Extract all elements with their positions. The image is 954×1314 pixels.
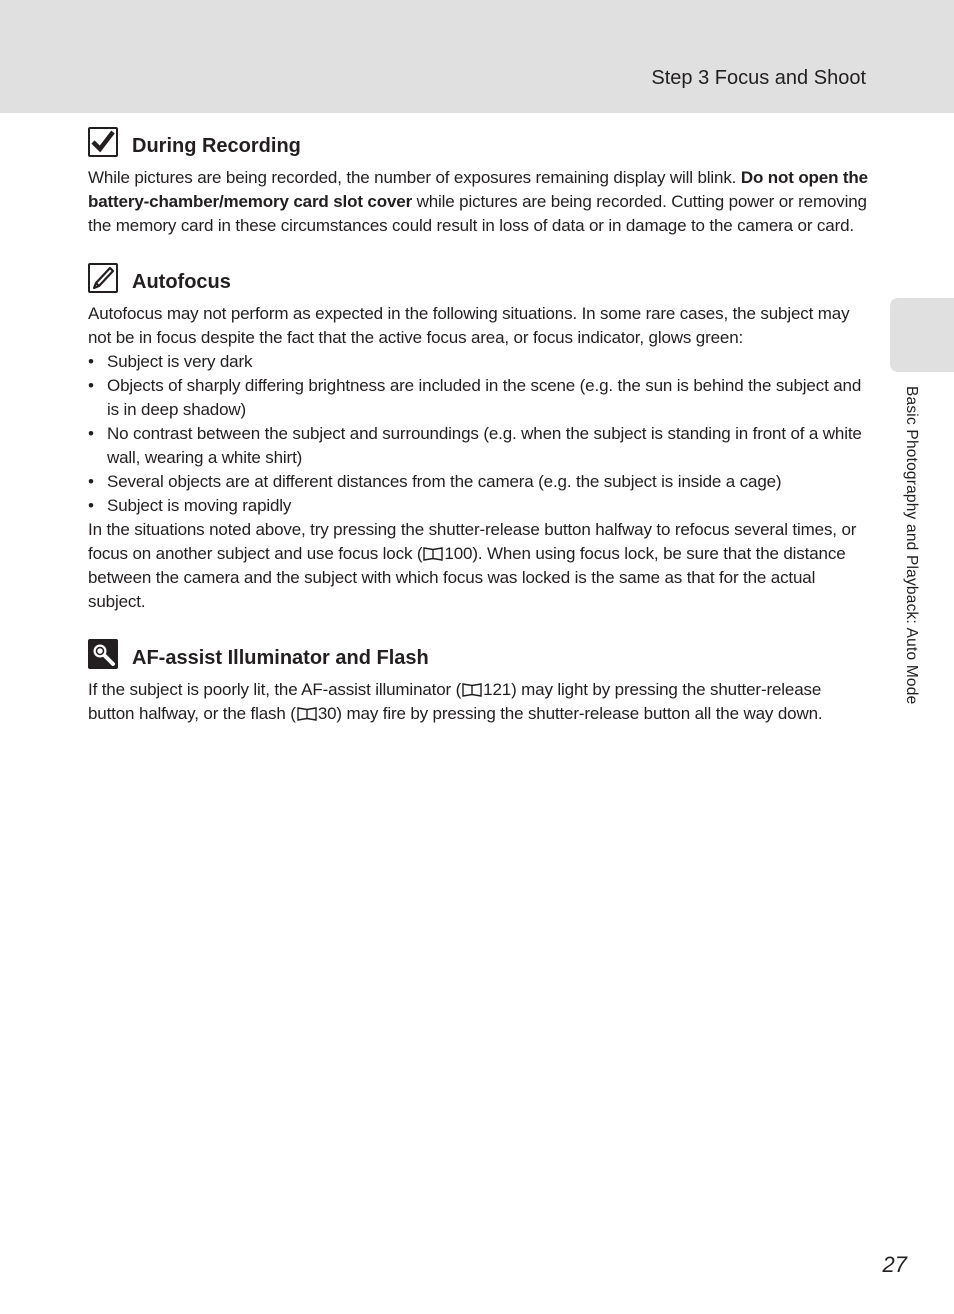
section-side-label: Basic Photography and Playback: Auto Mode <box>903 386 920 705</box>
section-outro <box>88 518 870 614</box>
page-number: 27 <box>882 1252 907 1277</box>
section-header <box>88 256 870 294</box>
section-title: During Recording <box>132 135 301 157</box>
magnifier-icon <box>88 639 118 669</box>
page-ref-link[interactable]: 121 <box>483 680 512 699</box>
section-title: Autofocus <box>132 271 231 293</box>
section-body <box>88 678 870 726</box>
list-item: • No contrast between the subject and surroundings (e.g. when the subject is standing in front of a white wall, wearing a white shirt) <box>88 422 870 470</box>
book-ref-icon <box>423 546 443 561</box>
page-header-title: Step 3 Focus and Shoot <box>651 67 866 89</box>
book-ref-icon <box>462 682 482 697</box>
page-ref-link[interactable]: 100 <box>444 544 473 563</box>
body-text: While pictures are being recorded, the number of exposures remaining display will blink. <box>88 168 741 187</box>
body-text: ) may fire by pressing the shutter-release button all the way down. <box>336 704 823 723</box>
body-text: ). When using focus lock, be sure that the distance between the camera and the subject with which focus was locked is the same as that for the actual subject. <box>88 544 846 611</box>
section-intro: Autofocus may not perform as expected in the following situations. In some rare cases, the subject may not be in focus despite the fact that the active focus area, or focus indicator, glows green: <box>88 304 850 347</box>
section-during-recording <box>88 120 870 238</box>
section-af-assist <box>88 632 870 726</box>
bullet-list <box>88 350 870 518</box>
pencil-icon <box>88 263 118 293</box>
list-item: • Objects of sharply differing brightness are included in the scene (e.g. the sun is behind the subject and is in deep shadow) <box>88 374 870 422</box>
body-text: If the subject is poorly lit, the AF-assist illuminator ( <box>88 680 462 699</box>
list-item: • Subject is very dark <box>88 350 870 374</box>
header-band <box>0 0 954 113</box>
list-item: • Several objects are at different distances from the camera (e.g. the subject is inside a cage) <box>88 470 870 494</box>
warning-text: Do not open the battery-chamber/memory card slot cover <box>88 168 868 211</box>
section-autofocus <box>88 256 870 614</box>
section-body <box>88 166 870 238</box>
section-title: AF-assist Illuminator and Flash <box>132 647 429 669</box>
book-ref-icon <box>297 706 317 721</box>
list-item: • Subject is moving rapidly <box>88 494 870 518</box>
page-ref-link[interactable]: 30 <box>317 704 337 723</box>
section-side-tab <box>890 298 954 372</box>
section-header <box>88 120 870 158</box>
body-text: ) may light by pressing the shutter-release button halfway, or the flash ( <box>88 680 822 723</box>
check-icon <box>88 127 118 157</box>
page-content <box>88 120 870 744</box>
body-text: In the situations noted above, try pressing the shutter-release button halfway to refocus several times, or focus on another subject and use focus lock ( <box>88 520 857 563</box>
body-text: while pictures are being recorded. Cutting power or removing the memory card in these circumstances could result in loss of data or in damage to the camera or card. <box>88 192 867 235</box>
section-header <box>88 632 870 670</box>
